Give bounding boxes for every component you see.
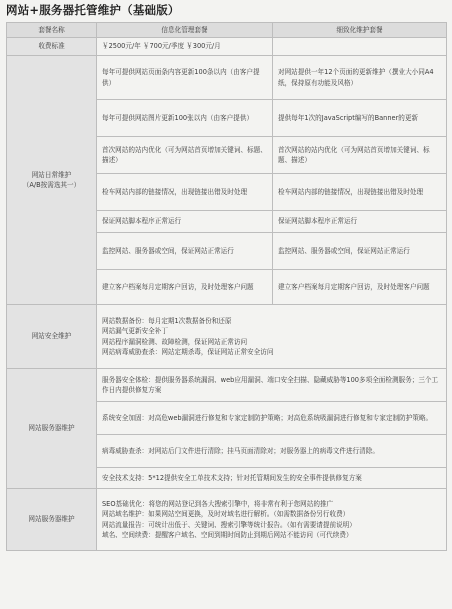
fee-label: 收费标准: [7, 38, 97, 56]
daily-detailed-4: 检车网站内部的链接情况，出现链接出错及时处理: [273, 174, 447, 211]
daily-maintenance-sublabel: （A/B按需选其一）: [22, 181, 81, 189]
daily-detailed-3: 首次网站的站内优化（可为网站首页增加关键词、标题、描述）: [273, 137, 447, 174]
daily-detailed-2: 提供每年1次的JavaScript编写的Banner的更新: [273, 100, 447, 137]
server-item-3: 病毒威胁查杀：对网站后门文件进行清除；挂马页面清除对；对服务器上的病毒文件进行清除。: [97, 435, 447, 468]
daily-basic-2: 每年可提供网站图片更新100张以内（由客户提供）: [97, 100, 273, 137]
daily-detailed-6: 监控网站、服务器或空间，保证网站正常运行: [273, 233, 447, 270]
server2-line-2: 网站域名维护：如果网站空间更换，及时对域名进行解析。（如需数据备份另行收费）: [102, 510, 350, 519]
server-item-1: 服务器安全体检：提供服务器系统漏洞、web应用漏洞、端口安全扫描、隐藏威胁等100多项全面检测服务；三个工作日内提供修复方案: [97, 369, 447, 402]
table-header-row: [7, 23, 447, 38]
daily-basic-1: 每年可提供网站页面条内容更新100条以内（由客户提供）: [97, 56, 273, 100]
daily-basic-7: 建立客户档案每月定期客户回访，及时处理客户问题: [97, 270, 273, 305]
security-line-2: 网站漏气更新安全补丁: [102, 327, 168, 336]
daily-basic-5: 保证网站脚本程序正常运行: [97, 211, 273, 233]
security-line-3: 网站程序漏洞检测、故障检测，保证网站正常访问: [102, 337, 248, 346]
server2-line-4: 域名、空间续费：提醒客户域名、空间到期时间防止到期后网站不能访问（可代续费）: [102, 530, 353, 539]
header-basic-package: 信息化管理套餐: [97, 23, 273, 38]
server2-line-3: 网站流量报告：可统计出低于、关键词、搜索引擎等统计报告。（如有需要请提前说明）: [102, 520, 356, 529]
server-maintenance-label: 网站服务器维护: [7, 369, 97, 489]
server2-row: [7, 489, 447, 551]
fee-row: [7, 38, 447, 56]
server-item-4: 安全技术支持：5*12提供安全工单技术支持；针对托管期间发生的安全事件提供修复方案: [97, 468, 447, 489]
header-detailed-package: 细致化维护套餐: [273, 23, 447, 38]
server-row-1: [7, 369, 447, 402]
daily-detailed-1: 对网站提供一年12个页面的更新维护（撰业大小同A4纸，保持原有功能及风格）: [273, 56, 447, 100]
page-title: 网站+服务器托管维护（基础版）: [6, 3, 180, 17]
daily-maintenance-title: 网站日常维护: [31, 170, 72, 179]
security-line-1: 网站数据备份：每月定期1次数据备份和还原: [102, 317, 232, 326]
daily-detailed-7: 建立客户档案每月定期客户回访，及时处理客户问题: [273, 270, 447, 305]
security-row: [7, 305, 447, 369]
daily-maintenance-label: [7, 56, 97, 305]
daily-basic-6: 监控网站、服务器或空间，保证网站正常运行: [97, 233, 273, 270]
security-label: 网站安全维护: [7, 305, 97, 369]
fee-detailed: [273, 38, 447, 56]
server2-line-1: SEO基础优化：将您的网站登记到各大搜索引擎中，将非常有利于您网站的推广: [102, 500, 334, 509]
server2-label: 网站服务器维护: [7, 489, 97, 551]
pricing-table: [6, 22, 447, 551]
security-content: [97, 305, 447, 369]
daily-detailed-5: 保证网站脚本程序正常运行: [273, 211, 447, 233]
security-line-4: 网站病毒威胁查杀：网站定期杀毒，保证网站正常安全访问: [102, 347, 274, 356]
daily-row-1: [7, 56, 447, 100]
header-package-name: 套餐名称: [7, 23, 97, 38]
fee-basic: ￥2500元/年 ￥700元/季度 ￥300元/月: [97, 38, 273, 56]
server-item-2: 系统安全加固：对高危web漏洞进行修复和专家定制防护策略；对高危系统吸漏洞进行修复和专家定制防护策略。: [97, 402, 447, 435]
server2-content: [97, 489, 447, 551]
daily-basic-4: 检车网站内部的链接情况，出现链接出错及时处理: [97, 174, 273, 211]
daily-basic-3: 首次网站的站内优化（可为网站首页增加关键词、标题、描述）: [97, 137, 273, 174]
